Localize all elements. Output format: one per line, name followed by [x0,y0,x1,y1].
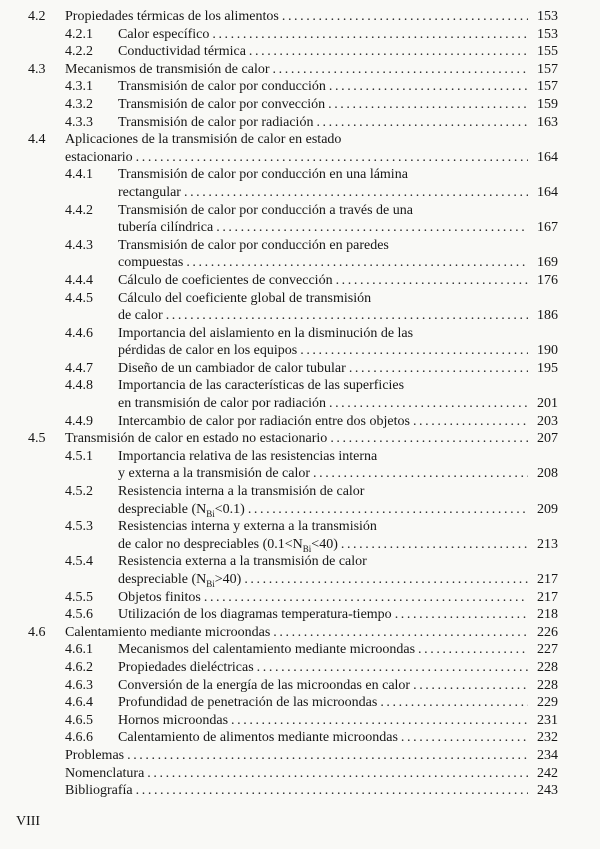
dot-leader [204,589,528,607]
toc-entry-page: 159 [537,96,558,112]
toc-entry-body [118,712,558,730]
toc-entry-number: 4.3 [28,61,46,77]
toc-entry-number: 4.5.6 [65,607,93,623]
toc-entry-number: 4.6 [28,624,46,640]
toc-entry [28,518,558,553]
toc-entry [28,43,558,61]
toc-entry-title: Profundidad de penetración de las microondas [118,695,378,711]
dot-leader [136,782,528,800]
toc-entry-page: 226 [537,624,558,640]
toc-entry-number: 4.2 [28,9,46,24]
dot-leader [257,659,528,677]
dot-leader [231,712,528,730]
toc-entry-title: Conductividad térmica [118,44,246,60]
toc-entry-line [118,589,558,607]
toc-entry-page: 234 [537,747,558,763]
dot-leader [401,729,528,747]
toc-entry-line [118,501,558,519]
toc-entry-line [118,483,558,501]
toc-entry-page: 227 [537,642,558,658]
dot-leader [166,307,528,325]
toc-entry-page: 157 [537,79,558,95]
dot-leader [380,694,528,712]
toc-entry [28,166,558,201]
toc-entry-line [118,114,558,132]
toc-entry-line [65,765,558,783]
toc-entry [28,765,558,783]
toc-entry-line [118,272,558,290]
toc-entry-title: Calentamiento mediante microondas [65,624,271,640]
toc-entry-title: despreciable $(N_{Bi}>40)$ [118,572,242,589]
toc-entry-title: Diseño de un cambiador de calor tubular [118,360,346,376]
toc-entry-title: de calor [118,308,163,324]
toc-entry [28,589,558,607]
toc-entry [28,26,558,44]
toc-entry-page: 242 [537,765,558,781]
toc-entry [28,360,558,378]
toc-entry-page: 208 [537,466,558,482]
dot-leader [212,26,528,44]
toc-entry-page: 228 [537,677,558,693]
toc-entry-body [118,553,558,588]
toc-entry-title: Transmisión de calor por conducción en una lámina [118,167,408,183]
toc-entry-number: 4.3.1 [65,79,93,95]
toc-entry-line [65,149,558,167]
toc-entry-title: Aplicaciones de la transmisión de calor en estado [65,132,342,148]
toc-entry-line [118,325,558,343]
toc-entry-number: 4.4 [28,132,46,148]
toc-entry-line [65,430,558,448]
toc-entry-title: tubería cilíndrica [118,220,214,236]
toc-entry-line [65,782,558,800]
dot-leader [282,8,528,26]
toc-entry-line [118,360,558,378]
toc-entry-body [118,377,558,412]
dot-leader [249,43,528,61]
toc-entry-body [118,325,558,360]
toc-entry-page: 167 [537,220,558,236]
toc-entry-line [118,43,558,61]
dot-leader [244,571,528,589]
toc-entry-number: 4.4.5 [65,290,93,306]
dot-leader [330,430,528,448]
dot-leader [328,96,528,114]
dot-leader [248,501,528,519]
toc-entry-body [118,360,558,378]
dot-leader [300,342,528,360]
dot-leader [313,465,528,483]
toc-entry-page: 195 [537,360,558,376]
toc-entry-title: Cálculo de coeficientes de convección [118,272,333,288]
dot-leader [349,360,528,378]
toc-entry [28,202,558,237]
toc-entry-line [65,61,558,79]
toc-entry-title: de calor no despreciables $(0.1<N_{Bi}<40)$ [118,536,338,554]
toc-entry-body [118,43,558,61]
toc-entry-body [118,26,558,44]
toc-entry-body [118,589,558,607]
toc-entry-body [65,8,558,26]
toc-entry-line [118,712,558,730]
dot-leader [216,219,528,237]
toc-entry-title: Transmisión de calor por convección [118,96,326,112]
toc-entry-page: 231 [537,712,558,728]
toc-entry-title: Transmisión de calor por conducción en paredes [118,237,389,253]
toc-entry-title: pérdidas de calor en los equipos [118,343,298,359]
toc-entry-title: Mecanismos de transmisión de calor [65,61,270,77]
toc-entry-body [118,78,558,96]
toc-entry-page: 164 [537,184,558,200]
toc-entry-number: 4.4.3 [65,237,93,253]
toc-entry-line [118,465,558,483]
dot-leader [329,395,528,413]
toc-entry [28,325,558,360]
toc-entry-title: Bibliografía [65,783,133,799]
toc-entry-number: 4.4.7 [65,360,93,376]
toc-entry-line [65,8,558,26]
toc-entry-number: 4.2.1 [65,26,93,42]
toc-entry-title: Propiedades térmicas de los alimentos [65,9,279,24]
toc-entry-number: 4.6.1 [65,642,93,658]
toc-entry-page: 164 [537,149,558,165]
toc-entry-line [118,677,558,695]
toc-entry-body [118,694,558,712]
toc-entry-page: 153 [537,26,558,42]
toc-entry-body [118,290,558,325]
dot-leader [127,747,528,765]
dot-leader [418,641,528,659]
toc-entry [28,659,558,677]
toc-entry-title: Resistencia externa a la transmisión de calor [118,554,367,570]
toc-entry-title: Problemas [65,747,125,763]
toc-entry-page: 207 [537,431,558,447]
toc-entry-line [118,96,558,114]
dot-leader [413,413,528,431]
toc-entry-page: 232 [537,730,558,746]
toc-entry-line [65,624,558,642]
dot-leader [136,149,528,167]
toc-entry [28,677,558,695]
toc-entry-body [118,413,558,431]
toc-entry [28,290,558,325]
toc-entry-body [65,131,558,166]
toc-entry-line [118,219,558,237]
toc-entry-title: estacionario [65,149,133,165]
toc-entry-title: Transmisión de calor por conducción [118,79,326,95]
toc-entry-body [118,677,558,695]
toc-entry [28,114,558,132]
dot-leader [147,765,528,783]
toc-entry-title: Hornos microondas [118,712,229,728]
toc-entry [28,272,558,290]
toc-entry-body [118,483,558,518]
dot-leader [395,606,528,624]
toc-entry [28,78,558,96]
toc-entry-title: Objetos finitos [118,589,201,605]
toc-entry-number: 4.4.4 [65,272,93,288]
toc-entry [28,729,558,747]
toc-entry-page: 228 [537,659,558,675]
toc-entry-line [118,641,558,659]
toc-entry-number: 4.3.2 [65,96,93,112]
page-number-footer: VIII [16,814,41,829]
dot-leader [341,536,528,554]
toc-entry-body [118,641,558,659]
toc-entry-page: 213 [537,536,558,552]
toc-entry [28,377,558,412]
toc-entry-page: 186 [537,308,558,324]
toc-entry-line [118,237,558,255]
toc-entry-body [65,61,558,79]
toc-entry-number: 4.4.1 [65,167,93,183]
toc-entry [28,606,558,624]
toc-entry-line [118,729,558,747]
toc-entry-number: 4.4.9 [65,413,93,429]
toc-entry-line [65,131,558,149]
toc-entry-number: 4.6.6 [65,730,93,746]
toc-entry [28,430,558,448]
toc-entry-number: 4.6.2 [65,659,93,675]
toc-entry-title: Utilización de los diagramas temperatura-tiempo [118,607,392,623]
toc-entry [28,782,558,800]
toc-entry-number: 4.2.2 [65,44,93,60]
dot-leader [413,677,528,695]
toc-entry-number: 4.5.5 [65,589,93,605]
toc-entry-page: 218 [537,607,558,623]
toc-entry-line [118,78,558,96]
toc-entry-body [65,430,558,448]
toc-entry-title: compuestas [118,255,184,271]
toc-entry-title: Transmisión de calor por conducción a través de una [118,202,413,218]
toc-entry-line [118,606,558,624]
toc-entry-number: 4.6.4 [65,695,93,711]
toc-entry-body [118,448,558,483]
toc-entry-line [118,377,558,395]
toc-entry-title: Resistencias interna y externa a la transmisión [118,519,377,535]
dot-leader [329,78,528,96]
toc-entry-title: Propiedades dieléctricas [118,659,254,675]
toc-entry [28,237,558,272]
toc-entry-title: Resistencia interna a la transmisión de calor [118,484,365,500]
toc-entry-page: 217 [537,589,558,605]
toc-entry-title: en transmisión de calor por radiación [118,396,326,412]
toc-entry-line [118,290,558,308]
toc-entry-body [118,518,558,553]
toc-entry-body [118,114,558,132]
toc-entry-line [118,307,558,325]
toc-entry-line [118,395,558,413]
toc-entry-body [65,782,558,800]
toc-entry-body [65,765,558,783]
toc-entry-body [118,729,558,747]
toc-list [28,8,558,800]
toc-entry-page: 201 [537,396,558,412]
toc-entry-line [118,571,558,589]
toc-entry-title: Mecanismos del calentamiento mediante microondas [118,642,416,658]
toc-entry-title: Transmisión de calor por radiación [118,114,314,130]
toc-entry-page: 217 [537,572,558,587]
dot-leader [184,184,528,202]
toc-entry-title: Calentamiento de alimentos mediante microondas [118,730,398,746]
toc-entry-line [118,342,558,360]
toc-entry-title: rectangular [118,184,181,200]
toc-entry-page: 229 [537,695,558,711]
toc-entry-title: y externa a la transmisión de calor [118,466,311,482]
toc-entry-line [118,659,558,677]
toc-entry-number: 4.5.4 [65,554,93,570]
toc-entry-number: 4.4.8 [65,378,93,394]
toc-entry-number: 4.5.1 [65,448,93,464]
toc-entry-title: Nomenclatura [65,765,145,781]
toc-entry-number: 4.3.3 [65,114,93,130]
toc-entry [28,448,558,483]
toc-entry-title: Importancia relativa de las resistencias interna [118,448,378,464]
dot-leader [273,624,528,642]
toc-entry-page: 243 [537,783,558,799]
dot-leader [186,254,528,272]
toc-entry-body [118,202,558,237]
toc-entry-page: 169 [537,255,558,271]
toc-entry-page: 155 [537,44,558,60]
toc-entry-page: 176 [537,272,558,288]
toc-entry-line [65,747,558,765]
dot-leader [336,272,528,290]
toc-entry-line [118,694,558,712]
toc-entry [28,747,558,765]
toc-entry [28,694,558,712]
toc-entry-title: Conversión de la energía de las microondas en calor [118,677,411,693]
toc-entry-body [65,624,558,642]
toc-entry-line [118,553,558,571]
toc-entry-body [118,272,558,290]
toc-entry [28,96,558,114]
toc-entry-title: Calor específico [118,26,210,42]
toc-entry-page: 157 [537,61,558,77]
toc-entry [28,61,558,79]
toc-entry-title: Intercambio de calor por radiación entre dos objetos [118,413,410,429]
toc-entry-line [118,184,558,202]
toc-entry-number: 4.6.5 [65,712,93,728]
toc-entry [28,641,558,659]
toc-entry [28,131,558,166]
toc-entry-page: 209 [537,501,558,517]
dot-leader [316,114,528,132]
toc-entry-page: 190 [537,343,558,359]
toc-entry [28,483,558,518]
toc-entry-line [118,202,558,220]
toc-entry-body [65,747,558,765]
toc-entry-line [118,26,558,44]
toc-entry-page: 163 [537,114,558,130]
toc-entry-line [118,536,558,554]
toc-entry-line [118,518,558,536]
toc-entry-line [118,166,558,184]
toc-entry-number: 4.4.2 [65,202,93,218]
toc-entry-title: Transmisión de calor en estado no estacionario [65,431,328,447]
toc-entry-line [118,413,558,431]
toc-entry-title: Importancia del aislamiento en la disminución de las [118,325,414,341]
toc-entry-number: 4.5 [28,431,46,447]
toc-entry-body [118,166,558,201]
toc-entry-number: 4.5.3 [65,519,93,535]
toc-entry-body [118,237,558,272]
toc-entry-title: despreciable $(N_{Bi}<0.1)$ [118,501,245,519]
toc-entry-body [118,606,558,624]
toc-entry [28,624,558,642]
toc-entry-page: 203 [537,413,558,429]
toc-entry-body [118,659,558,677]
toc-entry-line [118,254,558,272]
toc-entry [28,413,558,431]
toc-entry-title: Importancia de las características de las superficies [118,378,405,394]
toc-entry-number: 4.5.2 [65,484,93,500]
toc-entry [28,8,558,26]
toc-entry-title: Cálculo del coeficiente global de transmisión [118,290,372,306]
toc-entry [28,553,558,588]
toc-entry-line [118,448,558,466]
toc-entry-number: 4.4.6 [65,325,93,341]
toc-entry-number: 4.6.3 [65,677,93,693]
dot-leader [273,61,528,79]
toc-entry-page: 153 [537,9,558,24]
toc-entry [28,712,558,730]
toc-entry-body [118,96,558,114]
